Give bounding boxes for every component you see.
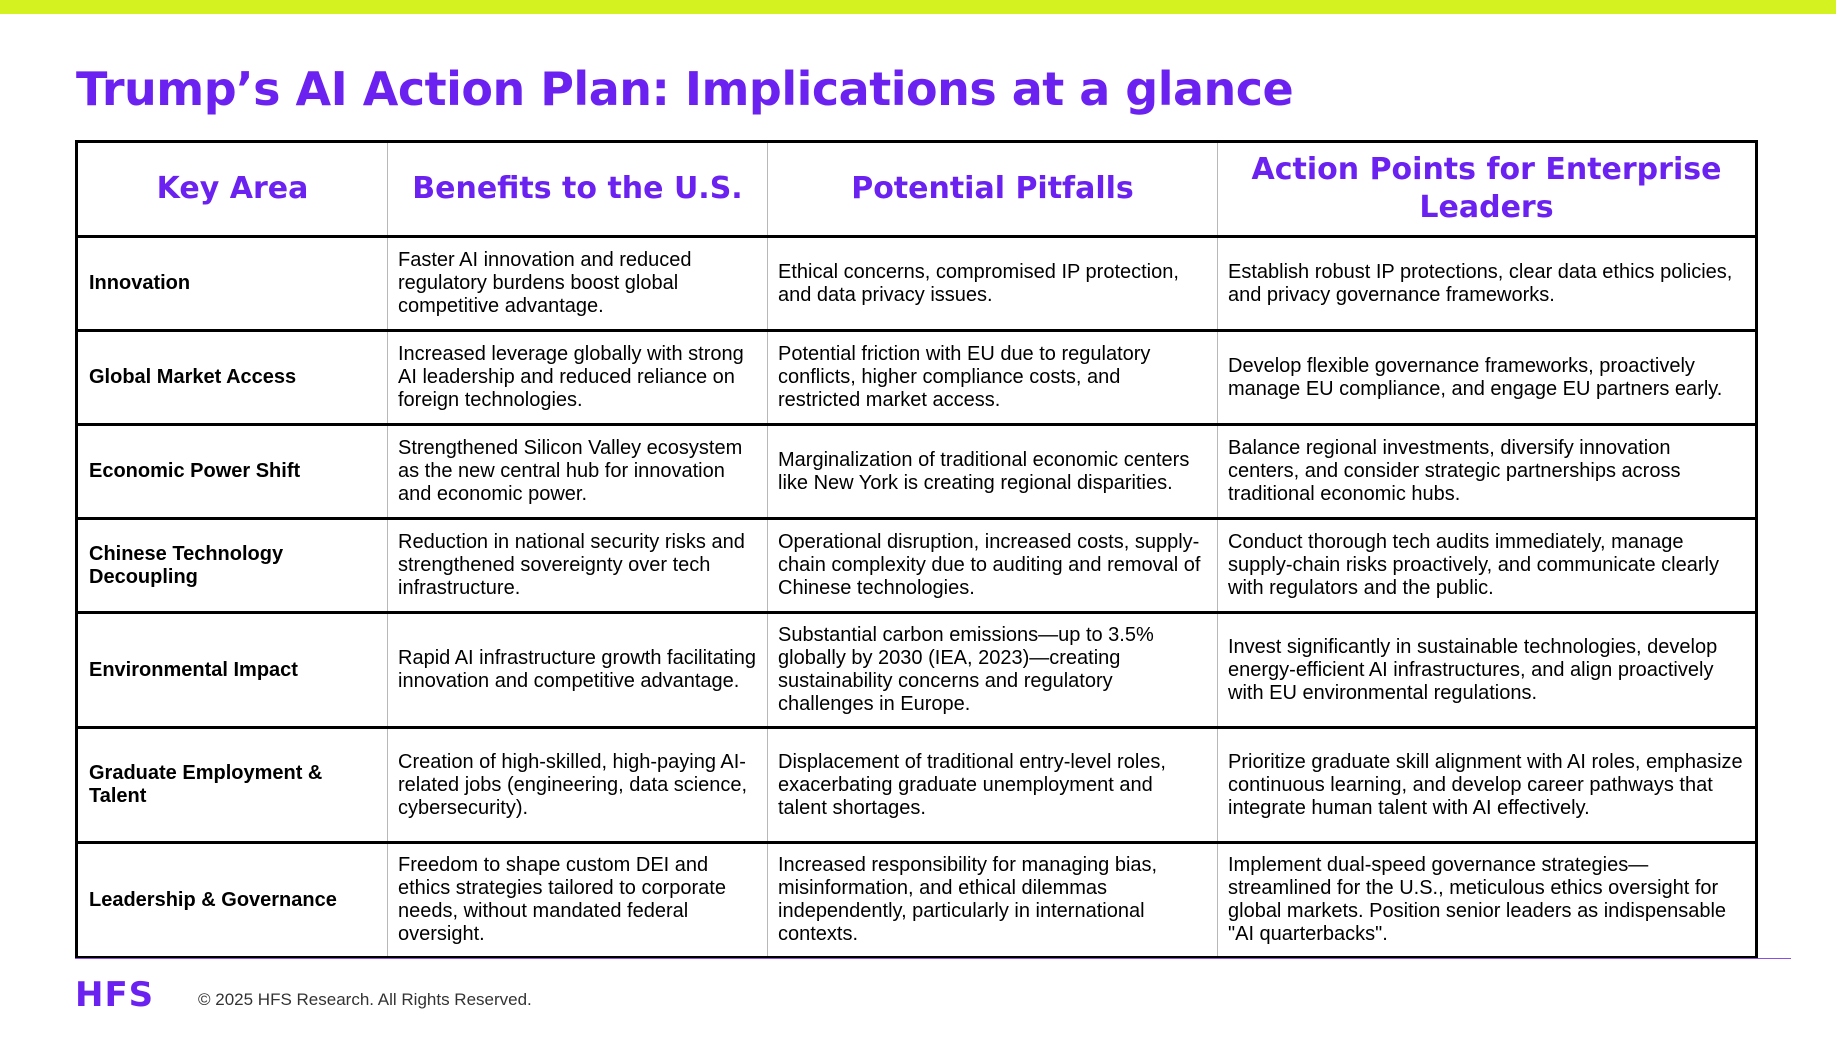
copyright-notice: © 2025 HFS Research. All Rights Reserved. [198, 990, 532, 1009]
benefits-cell: Increased leverage globally with strong AI leadership and reduced reliance on foreign technologies. [388, 331, 768, 425]
table-row [77, 331, 1757, 425]
action-points-cell: Balance regional investments, diversify innovation centers, and consider strategic partnerships across traditional economic hubs. [1218, 425, 1757, 519]
header-benefits: Benefits to the U.S. [388, 142, 768, 237]
page-title: Trump’s AI Action Plan: Implications at a glance [76, 62, 1294, 116]
table-row [77, 728, 1757, 843]
benefits-cell: Strengthened Silicon Valley ecosystem as the new central hub for innovation and economic power. [388, 425, 768, 519]
table-row [77, 613, 1757, 728]
table-header-row [77, 142, 1757, 237]
header-key-area: Key Area [77, 142, 388, 237]
action-points-cell: Implement dual-speed governance strategies—streamlined for the U.S., meticulous ethics oversight for global markets. Position senior leaders as indispensable "AI quarterbacks". [1218, 843, 1757, 958]
action-points-cell: Prioritize graduate skill alignment with AI roles, emphasize continuous learning, and develop career pathways that integrate human talent with AI effectively. [1218, 728, 1757, 843]
top-accent-bar [0, 0, 1836, 14]
hfs-logo: HFS [75, 975, 155, 1015]
table-row [77, 237, 1757, 331]
table-row [77, 425, 1757, 519]
pitfalls-cell: Substantial carbon emissions—up to 3.5% globally by 2030 (IEA, 2023)—creating sustainability concerns and regulatory challenges in Europe. [768, 613, 1218, 728]
implications-table-container [75, 140, 1755, 959]
pitfalls-cell: Potential friction with EU due to regulatory conflicts, higher compliance costs, and restricted market access. [768, 331, 1218, 425]
key-area-cell: Environmental Impact [77, 613, 388, 728]
pitfalls-cell: Increased responsibility for managing bias, misinformation, and ethical dilemmas independently, particularly in international contexts. [768, 843, 1218, 958]
benefits-cell: Creation of high-skilled, high-paying AI-related jobs (engineering, data science, cybersecurity). [388, 728, 768, 843]
key-area-cell: Economic Power Shift [77, 425, 388, 519]
action-points-cell: Establish robust IP protections, clear data ethics policies, and privacy governance frameworks. [1218, 237, 1757, 331]
key-area-cell: Innovation [77, 237, 388, 331]
pitfalls-cell: Marginalization of traditional economic centers like New York is creating regional disparities. [768, 425, 1218, 519]
benefits-cell: Freedom to shape custom DEI and ethics strategies tailored to corporate needs, without mandated federal oversight. [388, 843, 768, 958]
action-points-cell: Conduct thorough tech audits immediately, manage supply-chain risks proactively, and communicate clearly with regulators and the public. [1218, 519, 1757, 613]
header-action-points: Action Points for Enterprise Leaders [1218, 142, 1757, 237]
key-area-cell: Chinese Technology Decoupling [77, 519, 388, 613]
table-row [77, 519, 1757, 613]
pitfalls-cell: Operational disruption, increased costs, supply-chain complexity due to auditing and removal of Chinese technologies. [768, 519, 1218, 613]
benefits-cell: Faster AI innovation and reduced regulatory burdens boost global competitive advantage. [388, 237, 768, 331]
implications-table [75, 140, 1758, 959]
header-pitfalls: Potential Pitfalls [768, 142, 1218, 237]
benefits-cell: Rapid AI infrastructure growth facilitating innovation and competitive advantage. [388, 613, 768, 728]
pitfalls-cell: Ethical concerns, compromised IP protection, and data privacy issues. [768, 237, 1218, 331]
action-points-cell: Invest significantly in sustainable technologies, develop energy-efficient AI infrastructures, and align proactively with EU environmental regulations. [1218, 613, 1757, 728]
key-area-cell: Leadership & Governance [77, 843, 388, 958]
footer-divider [75, 958, 1791, 959]
key-area-cell: Global Market Access [77, 331, 388, 425]
pitfalls-cell: Displacement of traditional entry-level roles, exacerbating graduate unemployment and talent shortages. [768, 728, 1218, 843]
key-area-cell: Graduate Employment & Talent [77, 728, 388, 843]
action-points-cell: Develop flexible governance frameworks, proactively manage EU compliance, and engage EU partners early. [1218, 331, 1757, 425]
benefits-cell: Reduction in national security risks and strengthened sovereignty over tech infrastructure. [388, 519, 768, 613]
table-row [77, 843, 1757, 958]
